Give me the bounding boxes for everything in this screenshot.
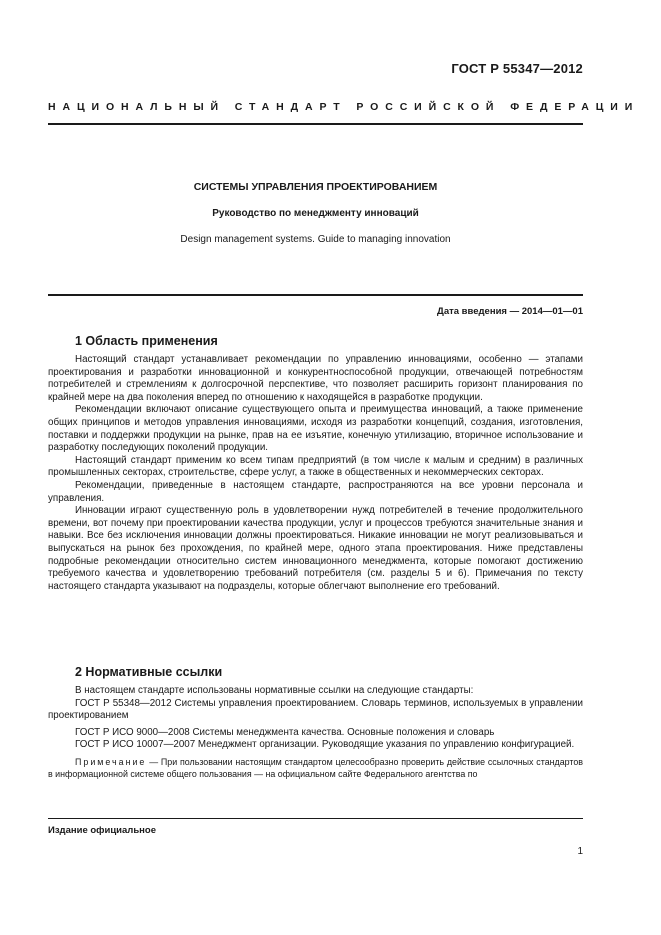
document-title: СИСТЕМЫ УПРАВЛЕНИЯ ПРОЕКТИРОВАНИЕМ <box>193 181 438 193</box>
top-divider <box>48 123 583 125</box>
document-title-english: Design management systems. Guide to managing innovation <box>180 234 451 245</box>
note <box>48 757 583 780</box>
title-divider <box>48 294 583 296</box>
paragraph: Рекомендации включают описание существующего опыта и преимущества инноваций, а также применение общих принципов и методов управления инновациями, исходя из разработки концепций, создания, изготовления, поставки и поддержки продукции на рынке, прав на ее изъятие, конечную утилизацию, вторичное использование и разработку последующих поколений продукции. <box>48 404 583 454</box>
document-subtitle: Руководство по менеджменту инноваций <box>212 208 419 219</box>
paragraph: Настоящий стандарт применим ко всем типам предприятий (в том числе к малым и средним) в различных промышленных секторах, строительстве, сфере услуг, а также в общественных и некоммерческих секторах. <box>48 454 583 479</box>
paragraph: Рекомендации, приведенные в настоящем стандарте, распространяются на все уровни персонала и управления. <box>48 479 583 504</box>
paragraph: Настоящий стандарт устанавливает рекомендации по управлению инновациями, особенно — этапами проектирования и разработки инновационной и конкурентноспособной продукции, отвечающей потребностям потребителей и стремлениям к долгосрочной перспективе, что позволяет расширить горизонт планирования по крайней мере на два поколения вперед по отношению к находящейся в разработке продукции. <box>48 354 583 403</box>
paragraph: В настоящем стандарте использованы нормативные ссылки на следующие стандарты: <box>75 685 474 696</box>
standard-type-header: НАЦИОНАЛЬНЫЙ СТАНДАРТ РОССИЙСКОЙ ФЕДЕРАЦИИ <box>48 101 640 113</box>
section-normative-references <box>48 665 583 780</box>
page-number: 1 <box>577 846 583 857</box>
section-scope <box>48 334 583 593</box>
section-heading: 2 Нормативные ссылки <box>75 665 223 679</box>
introduction-date: Дата введения — 2014—01—01 <box>437 306 583 317</box>
footer-divider <box>48 818 583 819</box>
edition-label: Издание официальное <box>48 825 156 836</box>
reference-item: ГОСТ Р ИСО 10007—2007 Менеджмент организации. Руководящие указания по управлению конфигурацией. <box>75 739 575 751</box>
reference-item: ГОСТ Р ИСО 9000—2008 Системы менеджмента качества. Основные положения и словарь <box>75 726 495 738</box>
section-heading: 1 Область применения <box>75 334 218 348</box>
reference-item: ГОСТ Р 55348—2012 Системы управления проектированием. Словарь терминов, используемых в управлении проектированием <box>48 697 583 722</box>
note-text: — При пользовании настоящим стандартом целесообразно проверить действие ссылочных стандартов в информационной системе общего пользования — на официальном сайте Федерального агентства по <box>48 756 583 779</box>
document-number: ГОСТ Р 55347—2012 <box>451 61 583 76</box>
paragraph: Инновации играют существенную роль в удовлетворении нужд потребителей в течение продолжительного времени, вот почему при проектировании качества продукции, услуг и процессов требуются значительные знания и навыки. Все без исключения инновации должны проектироваться. Никакие инновации не могут реализовываться и выпускаться на рынок без прохождения, по крайней мере, одного этапа проектирования. Ниже представлены подробные рекомендации относительно систем инновационного менеджмента, которые помогают достижению требуемого качества и удовлетворению требований потребителя (см. разделы 5 и 6). Примечания по тексту настоящего стандарта указывают на подразделы, которые облегчают выполнение его требований. <box>48 505 583 592</box>
note-label: Примечание <box>75 756 147 767</box>
